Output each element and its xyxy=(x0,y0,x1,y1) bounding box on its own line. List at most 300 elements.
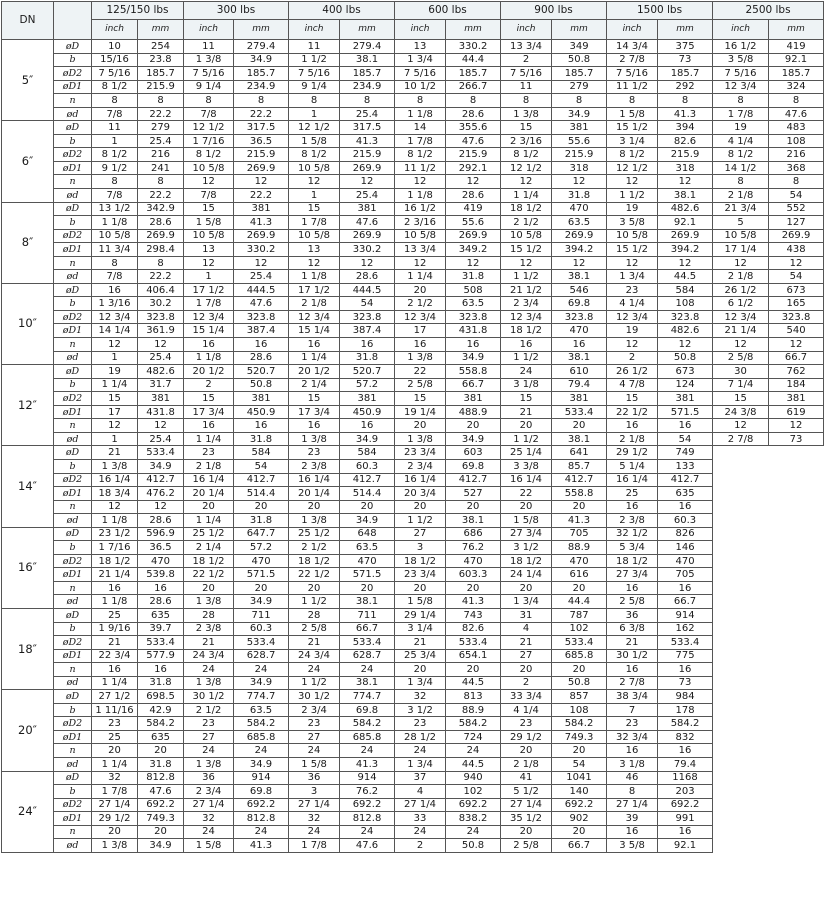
inch-value-cell: 16 1/4 xyxy=(607,473,658,487)
mm-value-cell: 34.9 xyxy=(446,432,501,446)
mm-value-cell: 368 xyxy=(769,161,824,175)
inch-value-cell xyxy=(713,690,769,704)
inch-value-cell: 16 xyxy=(395,338,446,352)
mm-value-cell: 31.8 xyxy=(552,189,607,203)
inch-value-cell: 27 1/4 xyxy=(184,798,234,812)
inch-value-cell: 20 xyxy=(92,825,138,839)
inch-value-cell: 2 3/16 xyxy=(501,134,552,148)
inch-value-cell: 8 xyxy=(501,94,552,108)
inch-value-cell: 10 1/2 xyxy=(395,80,446,94)
inch-value-cell: 2 1/8 xyxy=(501,757,552,771)
dimension-symbol-cell: ød xyxy=(54,839,92,853)
mm-value-cell: 412.7 xyxy=(234,473,289,487)
inch-value-cell: 12 3/4 xyxy=(395,310,446,324)
inch-value-cell xyxy=(713,730,769,744)
mm-value-cell xyxy=(769,798,824,812)
mm-value-cell: 387.4 xyxy=(234,324,289,338)
mm-value-cell: 584 xyxy=(340,446,395,460)
dimension-symbol-cell: øD2 xyxy=(54,229,92,243)
mm-value-cell: 16 xyxy=(446,338,501,352)
inch-value-cell: 13 3/4 xyxy=(501,40,552,54)
class-header: 300 lbs xyxy=(184,2,289,20)
unit-mm-header: mm xyxy=(446,20,501,40)
dimension-symbol-cell: n xyxy=(54,581,92,595)
mm-value-cell: 50.8 xyxy=(446,839,501,853)
mm-value-cell xyxy=(769,473,824,487)
dn-column-header: DN xyxy=(2,2,54,40)
mm-value-cell: 476.2 xyxy=(138,487,184,501)
inch-value-cell: 15 xyxy=(289,392,340,406)
dimension-symbol-cell: øD2 xyxy=(54,554,92,568)
inch-value-cell: 27 1/2 xyxy=(92,690,138,704)
mm-value-cell: 31.8 xyxy=(340,351,395,365)
table-row xyxy=(2,405,824,419)
inch-value-cell: 30 1/2 xyxy=(184,690,234,704)
mm-value-cell: 269.9 xyxy=(769,229,824,243)
dimension-symbol-cell: b xyxy=(54,541,92,555)
unit-mm-header: mm xyxy=(769,20,824,40)
inch-value-cell: 16 1/4 xyxy=(92,473,138,487)
mm-value-cell: 20 xyxy=(446,581,501,595)
mm-value-cell: 76.2 xyxy=(340,785,395,799)
inch-value-cell: 27 xyxy=(395,527,446,541)
inch-value-cell: 5 1/4 xyxy=(607,459,658,473)
inch-value-cell: 21 1/2 xyxy=(501,283,552,297)
inch-value-cell: 3 1/8 xyxy=(501,378,552,392)
inch-value-cell: 16 xyxy=(607,581,658,595)
mm-value-cell: 34.9 xyxy=(340,514,395,528)
mm-value-cell: 444.5 xyxy=(340,283,395,297)
inch-value-cell: 8 xyxy=(92,94,138,108)
mm-value-cell xyxy=(769,649,824,663)
inch-value-cell: 1 3/4 xyxy=(395,757,446,771)
class-header: 1500 lbs xyxy=(607,2,713,20)
unit-inch-header: inch xyxy=(289,20,340,40)
inch-value-cell: 32 xyxy=(395,690,446,704)
inch-value-cell: 3 3/8 xyxy=(501,459,552,473)
inch-value-cell: 25 1/2 xyxy=(184,527,234,541)
mm-value-cell: 470 xyxy=(658,554,713,568)
mm-value-cell: 838.2 xyxy=(446,812,501,826)
inch-value-cell: 5 1/2 xyxy=(501,785,552,799)
mm-value-cell: 470 xyxy=(552,554,607,568)
inch-value-cell: 12 xyxy=(92,500,138,514)
mm-value-cell: 628.7 xyxy=(234,649,289,663)
inch-value-cell: 1 5/8 xyxy=(184,839,234,853)
mm-value-cell: 12 xyxy=(769,256,824,270)
mm-value-cell: 508 xyxy=(446,283,501,297)
inch-value-cell: 1 3/8 xyxy=(92,459,138,473)
mm-value-cell: 20 xyxy=(234,500,289,514)
table-row xyxy=(2,80,824,94)
inch-value-cell: 15 xyxy=(289,202,340,216)
mm-value-cell: 12 xyxy=(234,256,289,270)
mm-value-cell: 66.7 xyxy=(658,595,713,609)
dimension-symbol-cell: øD1 xyxy=(54,80,92,94)
inch-value-cell: 3 1/4 xyxy=(395,622,446,636)
inch-value-cell: 1 7/16 xyxy=(92,541,138,555)
class-header: 125/150 lbs xyxy=(92,2,184,20)
inch-value-cell: 8 xyxy=(607,785,658,799)
inch-value-cell: 12 3/4 xyxy=(607,310,658,324)
table-row xyxy=(2,229,824,243)
mm-value-cell: 323.8 xyxy=(446,310,501,324)
inch-value-cell: 20 1/2 xyxy=(289,365,340,379)
mm-value-cell: 57.2 xyxy=(340,378,395,392)
inch-value-cell: 12 3/4 xyxy=(501,310,552,324)
inch-value-cell: 1 xyxy=(184,270,234,284)
mm-value-cell xyxy=(769,581,824,595)
inch-value-cell: 39 xyxy=(607,812,658,826)
dimension-symbol-cell: ød xyxy=(54,757,92,771)
mm-value-cell: 533.4 xyxy=(138,446,184,460)
dimension-symbol-cell: øD1 xyxy=(54,568,92,582)
mm-value-cell: 279.4 xyxy=(340,40,395,54)
mm-value-cell: 317.5 xyxy=(340,121,395,135)
unit-mm-header: mm xyxy=(658,20,713,40)
inch-value-cell: 3 5/8 xyxy=(607,839,658,853)
mm-value-cell: 412.7 xyxy=(340,473,395,487)
mm-value-cell: 533.4 xyxy=(658,636,713,650)
mm-value-cell: 133 xyxy=(658,459,713,473)
table-row xyxy=(2,771,824,785)
table-row xyxy=(2,256,824,270)
inch-value-cell: 1 xyxy=(289,107,340,121)
mm-value-cell: 28.6 xyxy=(340,270,395,284)
dimension-symbol-cell: b xyxy=(54,785,92,799)
mm-value-cell: 520.7 xyxy=(234,365,289,379)
mm-value-cell: 34.9 xyxy=(234,53,289,67)
inch-value-cell: 18 1/2 xyxy=(501,324,552,338)
inch-value-cell xyxy=(713,757,769,771)
mm-value-cell: 12 xyxy=(446,256,501,270)
inch-value-cell: 1 1/2 xyxy=(607,189,658,203)
inch-value-cell: 38 3/4 xyxy=(607,690,658,704)
inch-value-cell: 8 1/2 xyxy=(501,148,552,162)
table-row xyxy=(2,365,824,379)
inch-value-cell: 2 1/8 xyxy=(713,270,769,284)
inch-value-cell: 5 3/4 xyxy=(607,541,658,555)
mm-value-cell: 520.7 xyxy=(340,365,395,379)
mm-value-cell: 38.1 xyxy=(552,351,607,365)
mm-value-cell: 44.4 xyxy=(552,595,607,609)
inch-value-cell: 3 5/8 xyxy=(713,53,769,67)
mm-value-cell: 628.7 xyxy=(340,649,395,663)
mm-value-cell: 34.9 xyxy=(138,459,184,473)
table-row xyxy=(2,812,824,826)
mm-value-cell: 330.2 xyxy=(234,243,289,257)
inch-value-cell: 16 xyxy=(92,581,138,595)
inch-value-cell: 20 xyxy=(395,419,446,433)
inch-value-cell: 12 xyxy=(607,338,658,352)
inch-value-cell: 20 xyxy=(501,663,552,677)
inch-value-cell: 2 3/4 xyxy=(395,459,446,473)
mm-value-cell: 216 xyxy=(138,148,184,162)
inch-value-cell: 18 1/2 xyxy=(184,554,234,568)
inch-value-cell: 20 1/4 xyxy=(184,487,234,501)
mm-value-cell: 698.5 xyxy=(138,690,184,704)
mm-value-cell: 47.6 xyxy=(138,785,184,799)
mm-value-cell xyxy=(769,703,824,717)
mm-value-cell: 749.3 xyxy=(552,730,607,744)
dimension-symbol-cell: ød xyxy=(54,595,92,609)
inch-value-cell: 7/8 xyxy=(184,107,234,121)
inch-value-cell: 31 xyxy=(501,608,552,622)
mm-value-cell: 28.6 xyxy=(138,216,184,230)
mm-value-cell xyxy=(769,663,824,677)
inch-value-cell: 37 xyxy=(395,771,446,785)
inch-value-cell xyxy=(713,595,769,609)
mm-value-cell: 584 xyxy=(234,446,289,460)
mm-value-cell: 34.9 xyxy=(234,595,289,609)
mm-value-cell: 39.7 xyxy=(138,622,184,636)
table-row xyxy=(2,703,824,717)
inch-value-cell: 12 3/4 xyxy=(713,80,769,94)
inch-value-cell: 7/8 xyxy=(184,189,234,203)
mm-value-cell: 31.8 xyxy=(446,270,501,284)
inch-value-cell: 10 5/8 xyxy=(395,229,446,243)
inch-value-cell xyxy=(713,487,769,501)
inch-value-cell: 21 xyxy=(184,636,234,650)
table-body xyxy=(2,40,824,853)
mm-value-cell: 603 xyxy=(446,446,501,460)
mm-value-cell xyxy=(769,839,824,853)
inch-value-cell: 12 xyxy=(289,256,340,270)
mm-value-cell: 394.2 xyxy=(658,243,713,257)
mm-value-cell: 34.9 xyxy=(138,839,184,853)
dimension-symbol-cell: ød xyxy=(54,107,92,121)
inch-value-cell: 2 7/8 xyxy=(607,676,658,690)
table-row xyxy=(2,757,824,771)
mm-value-cell: 991 xyxy=(658,812,713,826)
dimension-symbol-cell: n xyxy=(54,419,92,433)
class-header: 400 lbs xyxy=(289,2,395,20)
mm-value-cell: 41.3 xyxy=(552,514,607,528)
dimension-symbol-cell: b xyxy=(54,134,92,148)
mm-value-cell: 444.5 xyxy=(234,283,289,297)
inch-value-cell: 23 3/4 xyxy=(395,568,446,582)
mm-value-cell: 16 xyxy=(234,419,289,433)
mm-value-cell: 279 xyxy=(138,121,184,135)
mm-value-cell: 20 xyxy=(552,419,607,433)
inch-value-cell: 20 xyxy=(501,825,552,839)
inch-value-cell: 24 xyxy=(501,365,552,379)
mm-value-cell: 724 xyxy=(446,730,501,744)
mm-value-cell: 44.4 xyxy=(446,53,501,67)
mm-value-cell: 711 xyxy=(234,608,289,622)
inch-value-cell: 1 1/2 xyxy=(289,676,340,690)
inch-value-cell: 7/8 xyxy=(92,189,138,203)
dimension-symbol-cell: ød xyxy=(54,189,92,203)
mm-value-cell: 234.9 xyxy=(234,80,289,94)
mm-value-cell: 66.7 xyxy=(769,351,824,365)
inch-value-cell: 2 1/8 xyxy=(607,432,658,446)
mm-value-cell: 419 xyxy=(769,40,824,54)
inch-value-cell: 20 xyxy=(501,419,552,433)
mm-value-cell: 914 xyxy=(234,771,289,785)
mm-value-cell: 215.9 xyxy=(234,148,289,162)
mm-value-cell xyxy=(769,622,824,636)
inch-value-cell: 11 1/2 xyxy=(607,80,658,94)
inch-value-cell: 1 1/8 xyxy=(395,107,446,121)
inch-value-cell: 13 xyxy=(184,243,234,257)
inch-value-cell: 28 xyxy=(289,608,340,622)
mm-value-cell xyxy=(769,825,824,839)
inch-value-cell: 2 3/16 xyxy=(395,216,446,230)
mm-value-cell: 584.2 xyxy=(658,717,713,731)
dimension-symbol-cell: n xyxy=(54,256,92,270)
mm-value-cell: 8 xyxy=(658,94,713,108)
table-row xyxy=(2,175,824,189)
mm-value-cell: 38.1 xyxy=(340,53,395,67)
mm-value-cell: 685.8 xyxy=(340,730,395,744)
mm-value-cell: 647.7 xyxy=(234,527,289,541)
inch-value-cell: 20 xyxy=(289,500,340,514)
inch-value-cell: 27 xyxy=(289,730,340,744)
inch-value-cell: 17 1/4 xyxy=(713,243,769,257)
unit-mm-header: mm xyxy=(234,20,289,40)
inch-value-cell: 1 3/8 xyxy=(184,595,234,609)
mm-value-cell: 412.7 xyxy=(658,473,713,487)
mm-value-cell: 812.8 xyxy=(340,812,395,826)
mm-value-cell: 12 xyxy=(340,175,395,189)
mm-value-cell: 25.4 xyxy=(340,189,395,203)
inch-value-cell: 2 1/2 xyxy=(184,703,234,717)
mm-value-cell: 31.8 xyxy=(138,676,184,690)
inch-value-cell: 22 xyxy=(501,487,552,501)
mm-value-cell: 16 xyxy=(658,663,713,677)
table-row xyxy=(2,338,824,352)
inch-value-cell xyxy=(713,717,769,731)
dimension-symbol-cell: n xyxy=(54,825,92,839)
mm-value-cell: 63.5 xyxy=(340,541,395,555)
dn-size-cell: 24″ xyxy=(2,771,54,852)
unit-inch-header: inch xyxy=(607,20,658,40)
dimension-symbol-cell: øD xyxy=(54,446,92,460)
dimension-symbol-cell: n xyxy=(54,744,92,758)
inch-value-cell: 3 1/4 xyxy=(607,134,658,148)
mm-value-cell: 323.8 xyxy=(234,310,289,324)
inch-value-cell: 8 1/2 xyxy=(92,148,138,162)
mm-value-cell: 533.4 xyxy=(234,636,289,650)
dimension-symbol-cell: øD1 xyxy=(54,324,92,338)
mm-value-cell: 24 xyxy=(340,663,395,677)
mm-value-cell: 8 xyxy=(769,94,824,108)
inch-value-cell: 16 xyxy=(607,500,658,514)
mm-value-cell: 82.6 xyxy=(446,622,501,636)
mm-value-cell: 482.6 xyxy=(138,365,184,379)
inch-value-cell: 27 xyxy=(501,649,552,663)
mm-value-cell: 406.4 xyxy=(138,283,184,297)
mm-value-cell: 25.4 xyxy=(138,432,184,446)
mm-value-cell: 514.4 xyxy=(234,487,289,501)
table-row xyxy=(2,351,824,365)
inch-value-cell: 24 3/4 xyxy=(184,649,234,663)
mm-value-cell: 619 xyxy=(769,405,824,419)
inch-value-cell: 22 1/2 xyxy=(607,405,658,419)
inch-value-cell: 16 xyxy=(184,338,234,352)
inch-value-cell xyxy=(713,703,769,717)
inch-value-cell: 27 1/4 xyxy=(289,798,340,812)
mm-value-cell: 558.8 xyxy=(552,487,607,501)
mm-value-cell: 673 xyxy=(769,283,824,297)
table-row xyxy=(2,189,824,203)
mm-value-cell: 185.7 xyxy=(769,67,824,81)
inch-value-cell: 27 3/4 xyxy=(501,527,552,541)
table-row xyxy=(2,825,824,839)
mm-value-cell: 12 xyxy=(552,256,607,270)
inch-value-cell: 8 xyxy=(92,175,138,189)
inch-value-cell: 2 3/4 xyxy=(289,703,340,717)
mm-value-cell: 82.6 xyxy=(658,134,713,148)
mm-value-cell: 47.6 xyxy=(340,216,395,230)
inch-value-cell: 11 xyxy=(289,40,340,54)
mm-value-cell: 50.8 xyxy=(658,351,713,365)
mm-value-cell: 269.9 xyxy=(234,229,289,243)
dimension-symbol-cell: øD xyxy=(54,771,92,785)
inch-value-cell xyxy=(713,663,769,677)
inch-value-cell: 1 3/4 xyxy=(501,595,552,609)
inch-value-cell: 21 1/4 xyxy=(713,324,769,338)
inch-value-cell: 13 xyxy=(289,243,340,257)
mm-value-cell: 298.4 xyxy=(138,243,184,257)
table-row xyxy=(2,649,824,663)
inch-value-cell: 10 5/8 xyxy=(92,229,138,243)
dimension-symbol-cell: øD1 xyxy=(54,243,92,257)
inch-value-cell: 25 xyxy=(92,730,138,744)
dimension-symbol-cell: ød xyxy=(54,351,92,365)
mm-value-cell: 12 xyxy=(340,256,395,270)
inch-value-cell xyxy=(713,527,769,541)
mm-value-cell: 47.6 xyxy=(234,297,289,311)
mm-value-cell: 8 xyxy=(552,94,607,108)
mm-value-cell: 69.8 xyxy=(234,785,289,799)
inch-value-cell: 4 xyxy=(395,785,446,799)
inch-value-cell: 25 3/4 xyxy=(395,649,446,663)
mm-value-cell: 38.1 xyxy=(552,270,607,284)
mm-value-cell: 215.9 xyxy=(446,148,501,162)
inch-value-cell: 2 xyxy=(501,53,552,67)
mm-value-cell: 34.9 xyxy=(340,432,395,446)
table-row xyxy=(2,53,824,67)
mm-value-cell: 34.9 xyxy=(234,676,289,690)
inch-value-cell xyxy=(713,554,769,568)
mm-value-cell: 66.7 xyxy=(446,378,501,392)
inch-value-cell: 10 5/8 xyxy=(501,229,552,243)
mm-value-cell: 24 xyxy=(234,744,289,758)
mm-value-cell: 914 xyxy=(340,771,395,785)
inch-value-cell: 10 5/8 xyxy=(184,161,234,175)
mm-value-cell xyxy=(769,500,824,514)
mm-value-cell: 31.7 xyxy=(138,378,184,392)
mm-value-cell xyxy=(769,446,824,460)
mm-value-cell: 88.9 xyxy=(552,541,607,555)
inch-value-cell: 12 3/4 xyxy=(184,310,234,324)
inch-value-cell: 11 1/2 xyxy=(395,161,446,175)
inch-value-cell: 13 3/4 xyxy=(395,243,446,257)
inch-value-cell: 16 1/2 xyxy=(713,40,769,54)
inch-value-cell: 21 xyxy=(289,636,340,650)
inch-value-cell: 10 5/8 xyxy=(289,161,340,175)
mm-value-cell: 16 xyxy=(658,825,713,839)
table-row xyxy=(2,514,824,528)
inch-value-cell: 32 xyxy=(289,812,340,826)
inch-value-cell: 32 1/2 xyxy=(607,527,658,541)
mm-value-cell: 185.7 xyxy=(446,67,501,81)
mm-value-cell: 69.8 xyxy=(340,703,395,717)
inch-value-cell: 2 3/8 xyxy=(184,622,234,636)
dn-size-cell: 12″ xyxy=(2,365,54,446)
